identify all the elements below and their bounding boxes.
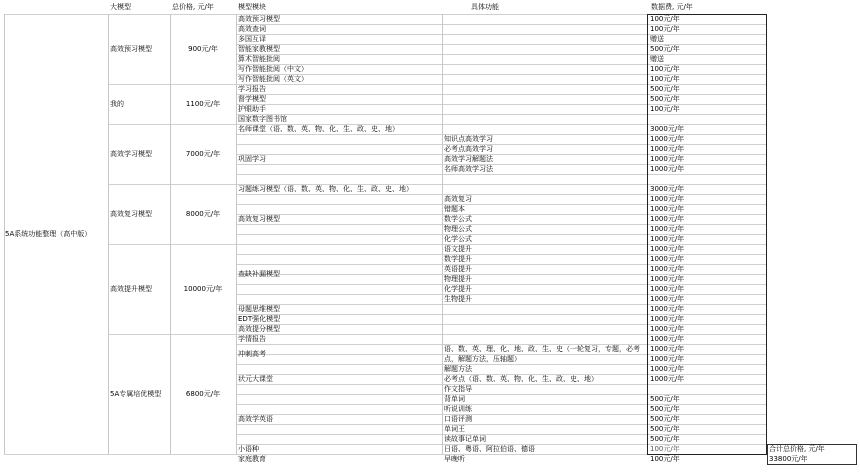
col-line bbox=[170, 14, 171, 454]
group-name: 高效复习模型 bbox=[110, 210, 152, 218]
fee-cell: 500元/年 bbox=[650, 435, 680, 443]
function-cell: 单词王 bbox=[444, 425, 465, 433]
outer-line bbox=[4, 454, 108, 455]
module-cell: 名师课堂（语、数、英、物、化、生、政、史、地） bbox=[238, 125, 399, 133]
function-cell: 日语、粤语、阿拉伯语、德语 bbox=[444, 445, 535, 453]
table-title: 5A系统功能整理（高中版） bbox=[5, 230, 92, 238]
function-cell: 口语评测 bbox=[444, 415, 472, 423]
group-name: 5A专属培优模型 bbox=[110, 390, 162, 398]
fee-cell: 100元/年 bbox=[650, 105, 680, 113]
function-cell: 英语提升 bbox=[444, 265, 472, 273]
module-cell: 多国互译 bbox=[238, 35, 266, 43]
group-name: 我的 bbox=[110, 100, 124, 108]
function-cell: 化学提升 bbox=[444, 285, 472, 293]
fee-cell: 1000元/年 bbox=[650, 295, 685, 303]
fee-cell: 100元/年 bbox=[650, 15, 680, 23]
function-cell: 生物提升 bbox=[444, 295, 472, 303]
group-name: 高效提升模型 bbox=[110, 285, 152, 293]
fee-cell: 1000元/年 bbox=[650, 265, 685, 273]
fee-cell: 1000元/年 bbox=[650, 145, 685, 153]
fee-cell: 1000元/年 bbox=[650, 285, 685, 293]
col-line bbox=[108, 14, 109, 454]
function-cell: 作文指导 bbox=[444, 385, 472, 393]
function-cell: 高效复习 bbox=[444, 195, 472, 203]
fee-cell: 1000元/年 bbox=[650, 215, 685, 223]
module-cell: 写作智能批阅（英文） bbox=[238, 75, 308, 83]
module-cell: 算术智能批阅 bbox=[238, 55, 280, 63]
module-cell: 高效复习模型 bbox=[238, 215, 280, 223]
module-cell: 小语种 bbox=[238, 445, 259, 453]
fee-cell: 1000元/年 bbox=[650, 155, 685, 163]
module-cell: 高效预习模型 bbox=[238, 15, 280, 23]
module-cell: 高效学英语 bbox=[238, 415, 273, 423]
fee-cell: 1000元/年 bbox=[650, 325, 685, 333]
fee-cell: 500元/年 bbox=[650, 85, 680, 93]
fee-cell: 1000元/年 bbox=[650, 335, 685, 343]
function-cell: 听说训练 bbox=[444, 405, 472, 413]
fee-cell: 500元/年 bbox=[650, 95, 680, 103]
fee-cell bbox=[650, 114, 765, 124]
group-price: 900元/年 bbox=[188, 45, 218, 53]
fee-cell: 3000元/年 bbox=[650, 185, 685, 193]
fee-cell: 1000元/年 bbox=[650, 275, 685, 283]
module-cell: 学情报告 bbox=[238, 335, 266, 343]
function-cell: 知识点高效学习 bbox=[444, 135, 493, 143]
group-price: 8000元/年 bbox=[185, 210, 221, 218]
fee-cell: 100元/年 bbox=[650, 445, 680, 453]
module-cell: EDT强化模型 bbox=[238, 315, 281, 323]
function-cell: 数学提升 bbox=[444, 255, 472, 263]
fee-cell: 1000元/年 bbox=[650, 365, 685, 373]
module-cell: 家庭教育 bbox=[238, 455, 266, 463]
summary-value: 33800元/年 bbox=[769, 455, 808, 463]
module-cell: 学习报告 bbox=[238, 85, 266, 93]
fee-cell: 3000元/年 bbox=[650, 125, 685, 133]
fee-cell: 1000元/年 bbox=[650, 255, 685, 263]
function-cell: 名师高效学习法 bbox=[444, 165, 493, 173]
function-cell: 早晚听 bbox=[444, 455, 465, 463]
fee-cell: 赠送 bbox=[650, 35, 664, 43]
fee-cell: 1000元/年 bbox=[650, 225, 685, 233]
function-cell: 物理提升 bbox=[444, 275, 472, 283]
fee-cell: 500元/年 bbox=[650, 415, 680, 423]
function-cell: 错题本 bbox=[444, 205, 465, 213]
fee-cell: 100元/年 bbox=[650, 75, 680, 83]
fee-cell: 1000元/年 bbox=[650, 355, 685, 363]
fee-cell: 1000元/年 bbox=[650, 165, 685, 173]
header-data-fee: 数据费, 元/年 bbox=[651, 3, 693, 11]
fee-cell: 赠送 bbox=[650, 55, 664, 63]
fee-cell: 500元/年 bbox=[650, 45, 680, 53]
group-price: 1100元/年 bbox=[185, 100, 221, 108]
function-cell: 数学公式 bbox=[444, 215, 472, 223]
fee-cell: 1000元/年 bbox=[650, 235, 685, 243]
module-cell: 高效提分模型 bbox=[238, 325, 280, 333]
group-line bbox=[108, 454, 236, 455]
fee-cell: 1000元/年 bbox=[650, 345, 685, 353]
function-cell: 必考点高效学习 bbox=[444, 145, 493, 153]
col-line bbox=[442, 14, 443, 454]
fee-cell: 100元/年 bbox=[650, 65, 680, 73]
fee-cell: 100元/年 bbox=[650, 455, 680, 463]
fee-cell: 500元/年 bbox=[650, 425, 680, 433]
fee-cell: 1000元/年 bbox=[650, 135, 685, 143]
function-cell: 化学公式 bbox=[444, 235, 472, 243]
module-cell: 护眼助手 bbox=[238, 105, 266, 113]
fee-cell: 1000元/年 bbox=[650, 205, 685, 213]
function-cell: 语文提升 bbox=[444, 245, 472, 253]
function-cell: 解题方法 bbox=[444, 365, 472, 373]
group-price: 10000元/年 bbox=[183, 285, 223, 293]
module-cell: 国家数字图书馆 bbox=[238, 115, 287, 123]
fee-cell: 100元/年 bbox=[650, 25, 680, 33]
function-cell: 语、数、英、理、化、地、政、生、史（一轮复习，专题，必考点，解题方法，压轴题） bbox=[444, 345, 640, 363]
fee-cell: 1000元/年 bbox=[650, 375, 685, 383]
group-name: 高效学习模型 bbox=[110, 150, 152, 158]
module-cell: 写作智能批阅（中文） bbox=[238, 65, 308, 73]
group-name: 高效预习模型 bbox=[110, 45, 152, 53]
function-cell: 高效学习解题法 bbox=[444, 155, 493, 163]
header-big-model: 大模型 bbox=[110, 3, 131, 11]
module-cell: 母题思维模型 bbox=[238, 305, 280, 313]
col-line bbox=[236, 14, 237, 454]
function-cell: 必考点（语、数、英、物、化、生、政、史、地） bbox=[444, 375, 598, 383]
module-cell: 巩固学习 bbox=[238, 155, 266, 163]
summary-label: 合计总价格, 元/年 bbox=[769, 445, 825, 453]
group-price: 6800元/年 bbox=[185, 390, 221, 398]
function-cell: 物理公式 bbox=[444, 225, 472, 233]
fee-cell: 1000元/年 bbox=[650, 195, 685, 203]
header-total-price: 总价格, 元/年 bbox=[172, 3, 214, 11]
header-module: 模型模块 bbox=[238, 3, 266, 11]
fee-cell: 1000元/年 bbox=[650, 305, 685, 313]
module-cell: 状元大课堂 bbox=[238, 375, 273, 383]
function-cell: 读故事记单词 bbox=[444, 435, 486, 443]
function-cell: 背单词 bbox=[444, 395, 465, 403]
fee-cell: 1000元/年 bbox=[650, 315, 685, 323]
module-cell: 查缺补漏模型 bbox=[238, 270, 280, 278]
module-cell: 冲刺高考 bbox=[238, 350, 266, 358]
fee-cell: 500元/年 bbox=[650, 395, 680, 403]
fee-cell: 500元/年 bbox=[650, 405, 680, 413]
module-cell: 督学模型 bbox=[238, 95, 266, 103]
module-cell: 智能家教模型 bbox=[238, 45, 280, 53]
module-cell: 高效查词 bbox=[238, 25, 266, 33]
header-function: 具体功能 bbox=[471, 3, 499, 11]
fee-cell: 1000元/年 bbox=[650, 245, 685, 253]
module-cell: 习题练习模型（语、数、英、物、化、生、政、史、地） bbox=[238, 185, 413, 193]
group-price: 7000元/年 bbox=[185, 150, 221, 158]
